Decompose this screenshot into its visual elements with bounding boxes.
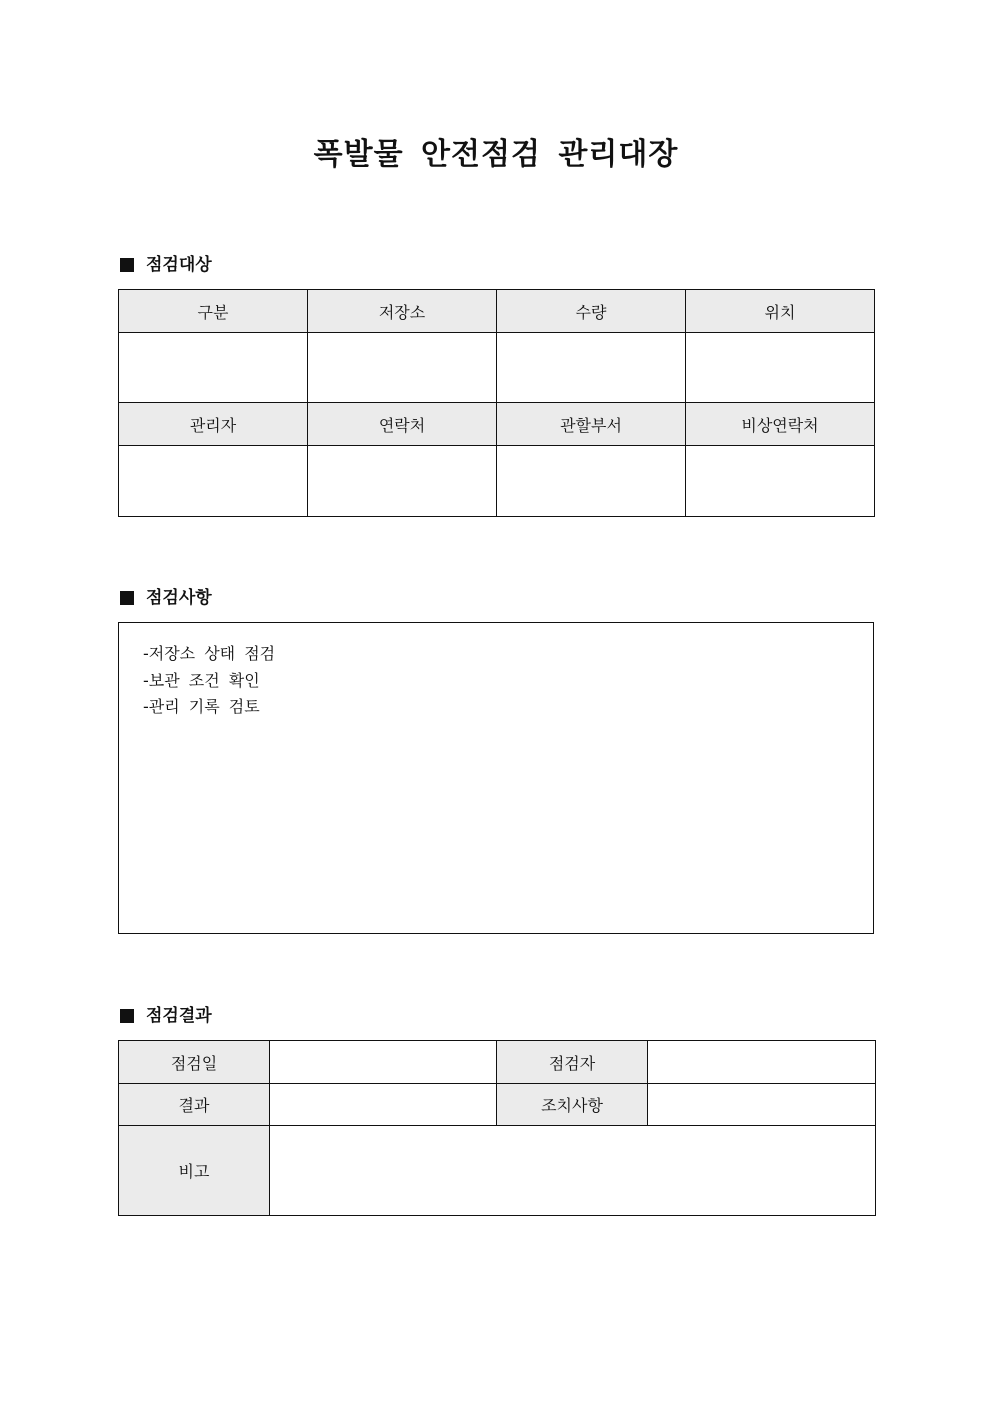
header-storage: 저장소 [308,290,497,333]
section-heading-label: 점검대상 [146,255,212,275]
section-heading-label: 점검결과 [146,1006,212,1026]
header-location: 위치 [686,290,875,333]
checklist-item: -관리 기록 검토 [143,697,260,716]
target-table [118,289,875,517]
result-row-result [119,1084,876,1126]
label-action: 조치사항 [497,1084,648,1126]
quantity-field[interactable] [497,333,686,403]
emergency-contact-field[interactable] [686,446,875,517]
result-row-remarks [119,1126,876,1216]
label-result: 결과 [119,1084,270,1126]
section-heading-result [118,1004,212,1028]
department-field[interactable] [497,446,686,517]
inspection-date-field[interactable] [270,1041,497,1084]
result-field[interactable] [270,1084,497,1126]
header-manager: 관리자 [119,403,308,446]
contact-field[interactable] [308,446,497,517]
header-contact: 연락처 [308,403,497,446]
square-bullet-icon [120,1009,134,1023]
checklist-item: -저장소 상태 점검 [143,644,276,663]
label-inspection-date: 점검일 [119,1041,270,1084]
header-emergency-contact: 비상연락처 [686,403,875,446]
target-header-row-2 [119,403,875,446]
page-title: 폭발물 안전점검 관리대장 [313,137,679,172]
checklist-box[interactable] [118,622,874,934]
target-header-row-1 [119,290,875,333]
category-field[interactable] [119,333,308,403]
result-table [118,1040,876,1216]
inspector-field[interactable] [648,1041,876,1084]
label-remarks: 비고 [119,1126,270,1216]
action-field[interactable] [648,1084,876,1126]
square-bullet-icon [120,258,134,272]
square-bullet-icon [120,591,134,605]
section-heading-items [118,586,212,610]
label-inspector: 점검자 [497,1041,648,1084]
header-quantity: 수량 [497,290,686,333]
header-category: 구분 [119,290,308,333]
target-value-row-1 [119,333,875,403]
section-heading-target [118,253,212,277]
location-field[interactable] [686,333,875,403]
target-value-row-2 [119,446,875,517]
header-department: 관할부서 [497,403,686,446]
storage-field[interactable] [308,333,497,403]
result-row-date [119,1041,876,1084]
section-heading-label: 점검사항 [146,588,212,608]
remarks-field[interactable] [270,1126,876,1216]
manager-field[interactable] [119,446,308,517]
checklist-item: -보관 조건 확인 [143,670,260,690]
